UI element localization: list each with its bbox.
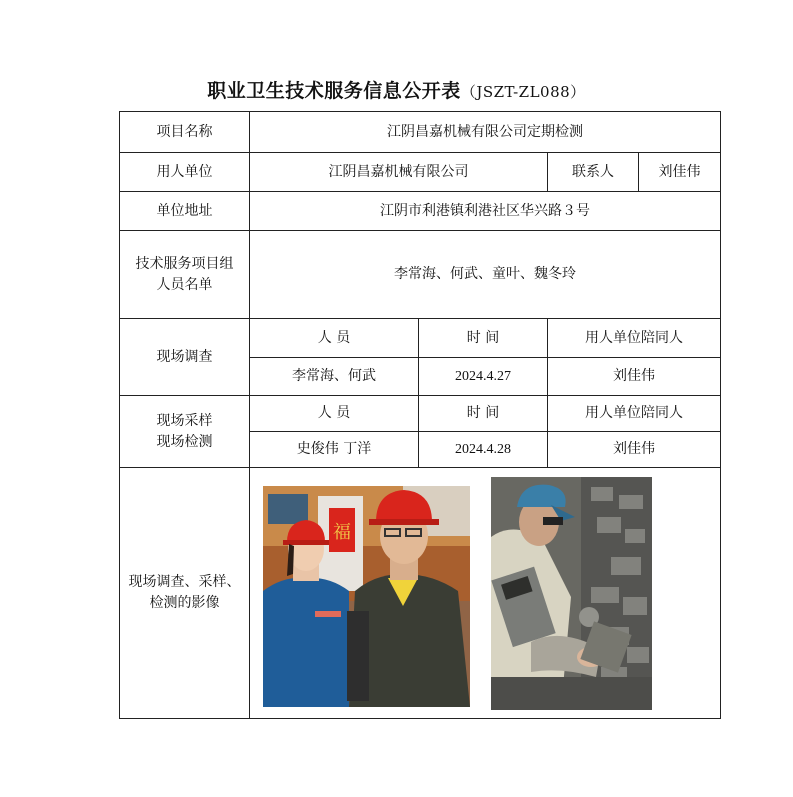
employer-value: 江阴昌嘉机械有限公司 [250, 153, 548, 192]
info-table [119, 111, 721, 719]
title-text: 职业卫生技术服务信息公开表 [207, 80, 461, 102]
employer-label: 用人单位 [120, 153, 250, 192]
row-employer [120, 153, 721, 192]
survey-escort: 刘佳伟 [548, 358, 721, 396]
sampling-people: 史俊伟 丁洋 [250, 432, 419, 468]
team-value: 李常海、何武、童叶、魏冬玲 [250, 231, 721, 319]
project-value: 江阴昌嘉机械有限公司定期检测 [250, 112, 721, 153]
site-photo-1 [263, 486, 470, 707]
survey-col-escort: 用人单位陪同人 [548, 319, 721, 358]
sampling-time: 2024.4.28 [419, 432, 548, 468]
sampling-col-escort: 用人单位陪同人 [548, 396, 721, 432]
contact-label: 联系人 [548, 153, 639, 192]
images-cell [250, 468, 721, 719]
survey-time: 2024.4.27 [419, 358, 548, 396]
row-address [120, 192, 721, 231]
row-survey-header [120, 319, 721, 358]
sampling-escort: 刘佳伟 [548, 432, 721, 468]
row-project [120, 112, 721, 153]
contact-value: 刘佳伟 [639, 153, 721, 192]
poster-text: 福 [333, 521, 351, 543]
page-title [0, 76, 793, 103]
row-sampling-header [120, 396, 721, 432]
title-code: （JSZT-ZL088） [460, 83, 586, 101]
team-label: 技术服务项目组人员名单 [120, 231, 250, 319]
row-team [120, 231, 721, 319]
sampling-col-time: 时 间 [419, 396, 548, 432]
survey-col-time: 时 间 [419, 319, 548, 358]
survey-label: 现场调查 [120, 319, 250, 396]
photo-2-image [491, 477, 652, 710]
survey-col-people: 人 员 [250, 319, 419, 358]
sampling-col-people: 人 员 [250, 396, 419, 432]
photo-1-image [263, 486, 470, 707]
photos-area [250, 469, 720, 718]
row-images [120, 468, 721, 719]
survey-people: 李常海、何武 [250, 358, 419, 396]
project-label: 项目名称 [120, 112, 250, 153]
sampling-label: 现场采样现场检测 [120, 396, 250, 468]
address-value: 江阴市利港镇利港社区华兴路３号 [250, 192, 721, 231]
images-label: 现场调查、采样、检测的影像 [120, 468, 250, 719]
address-label: 单位地址 [120, 192, 250, 231]
site-photo-2 [491, 477, 652, 710]
